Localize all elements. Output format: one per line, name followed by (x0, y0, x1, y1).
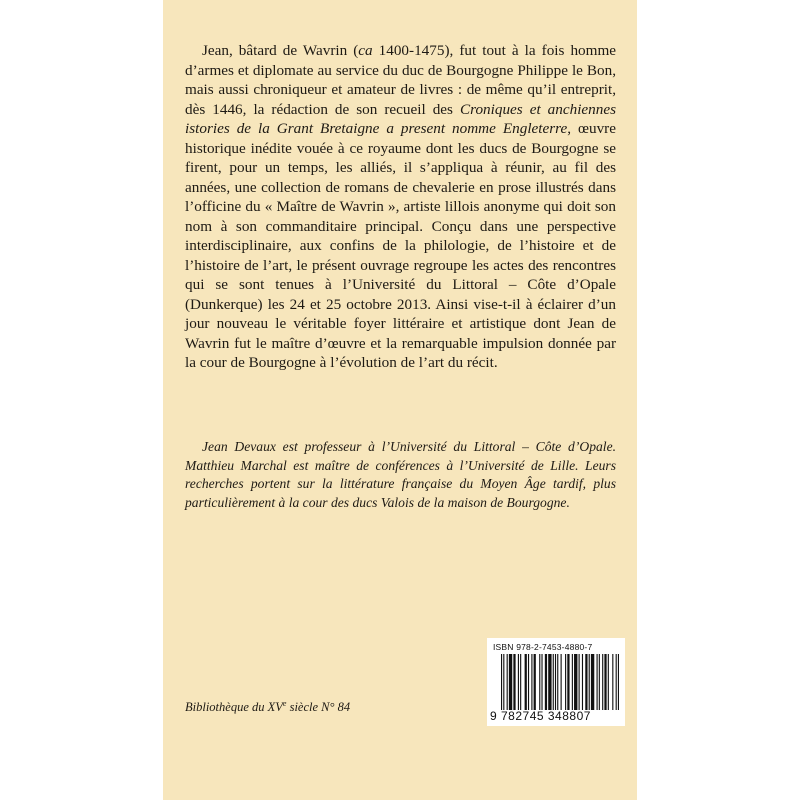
authors-bio: Jean Devaux est professeur à l’Université du Littoral – Côte d’Opale. Matthieu Marchal est maître de conférences à l’Université de Lille. Leurs recherches portent sur la littérature française du Moyen Âge tardif, plus particulièrement à la cour des ducs Valois de la maison de Bourgogne. (185, 439, 616, 510)
series-line (185, 699, 350, 715)
circa-abbreviation: ca (358, 42, 373, 59)
blurb-text-2: 1400-1475), fut tout à la fois homme d’armes et diplomate au service du duc de Bourgogne Philippe le Bon, mais aussi chroniqueur et amateur de livres : de même qu’il entreprit, dès 1446, la rédaction de son recueil des (185, 42, 617, 118)
back-cover (163, 0, 637, 800)
ean-digits: 9 782745 348807 (490, 709, 591, 723)
isbn-label: ISBN 978-2-7453-4880-7 (493, 642, 593, 652)
blurb-paragraph (185, 41, 616, 373)
series-prefix: Bibliothèque du XV (185, 700, 283, 715)
isbn-barcode (487, 638, 625, 726)
series-suffix: siècle N° 84 (286, 700, 351, 715)
blurb-text-1: Jean, bâtard de Wavrin ( (202, 42, 359, 59)
barcode-bars (501, 654, 619, 710)
series-superscript: e (282, 699, 287, 708)
work-title: Croniques et anchiennes istories de la Grant Bretaigne a present nomme Engleterre (185, 100, 616, 137)
blurb-text-3: , œuvre historique inédite vouée à ce royaume dont les ducs de Bourgogne se firent, pour un temps, les alliés, il s’appliqua à réunir, au fil des années, une collection de romans de chevalerie en prose illustrés dans l’officine du « Maître de Wavrin », artiste lillois anonyme qui doit son nom à son commanditaire principal. Conçu dans une perspective interdisciplinaire, aux confins de la philologie, de l’histoire et de l’histoire de l’art, le présent ouvrage regroupe les actes des rencontres qui se sont tenues à l’Université du Littoral – Côte d’Opale (Dunkerque) les 24 et 25 octobre 2013. Ainsi vise-t-il à éclairer d’un jour nouveau le véritable foyer littéraire et artistique dont Jean de Wavrin fut le maître d’œuvre et la remarquable impulsion donnée par la cour de Bourgogne à l’évolution de l’art du récit. (185, 120, 616, 371)
